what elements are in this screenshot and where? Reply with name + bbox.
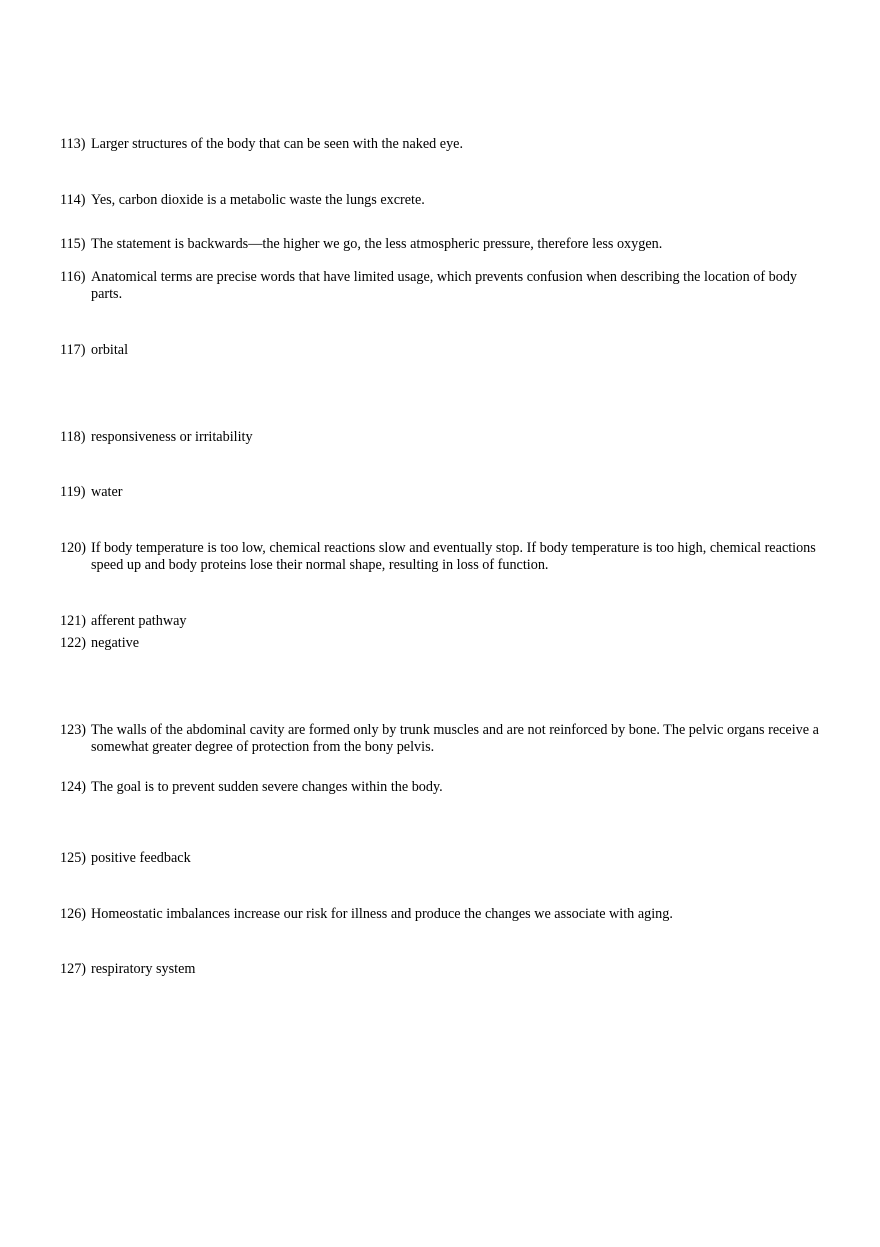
answer-123 [60,722,828,756]
answer-122 [60,635,828,652]
answer-115 [60,236,828,253]
answer-number: 124) [60,779,87,795]
answer-text: The goal is to prevent sudden severe changes within the body. [91,779,443,795]
answer-118 [60,429,828,446]
answer-113 [60,136,828,153]
answer-text: Homeostatic imbalances increase our risk for illness and produce the changes we associate with aging. [91,906,673,922]
answer-number: 115) [60,236,86,252]
answer-text: Yes, carbon dioxide is a metabolic waste the lungs excrete. [91,192,425,208]
answer-number: 114) [60,192,86,208]
answer-number: 126) [60,906,87,922]
answer-127 [60,961,828,978]
answer-121 [60,613,828,630]
answer-number: 116) [60,269,86,285]
answer-text: Larger structures of the body that can be seen with the naked eye. [91,136,464,152]
answer-text: negative [91,635,140,651]
answer-125 [60,850,828,867]
answer-text: The walls of the abdominal cavity are formed only by trunk muscles and are not reinforced by bone. The pelvic organs receive a somewhat greater degree of protection from the bony pelvis. [91,722,819,755]
answer-number: 121) [60,613,87,629]
answer-126 [60,906,828,923]
answer-text: afferent pathway [91,613,187,629]
answer-number: 122) [60,635,87,651]
answer-number: 113) [60,136,86,152]
answer-text: respiratory system [91,961,196,977]
answer-number: 123) [60,722,87,738]
answer-text: If body temperature is too low, chemical reactions slow and eventually stop. If body temperature is too high, chemical reactions speed up and body proteins lose their normal shape, resulting in loss of function. [91,540,816,573]
answer-number: 119) [60,484,86,500]
answer-116 [60,269,828,303]
answer-number: 118) [60,429,86,445]
answer-number: 127) [60,961,87,977]
answer-text: water [91,484,123,500]
answer-124 [60,779,828,796]
answer-119 [60,484,828,501]
answer-text: The statement is backwards—the higher we go, the less atmospheric pressure, therefore less oxygen. [91,236,663,252]
answer-text: positive feedback [91,850,191,866]
answer-text: orbital [91,342,129,358]
answer-114 [60,192,828,209]
answer-120 [60,540,822,574]
answer-117 [60,342,828,359]
answer-text: responsiveness or irritability [91,429,253,445]
answer-number: 120) [60,540,87,556]
answer-number: 117) [60,342,86,358]
answer-number: 125) [60,850,87,866]
answer-text: Anatomical terms are precise words that have limited usage, which prevents confusion when describing the location of body parts. [91,269,798,302]
